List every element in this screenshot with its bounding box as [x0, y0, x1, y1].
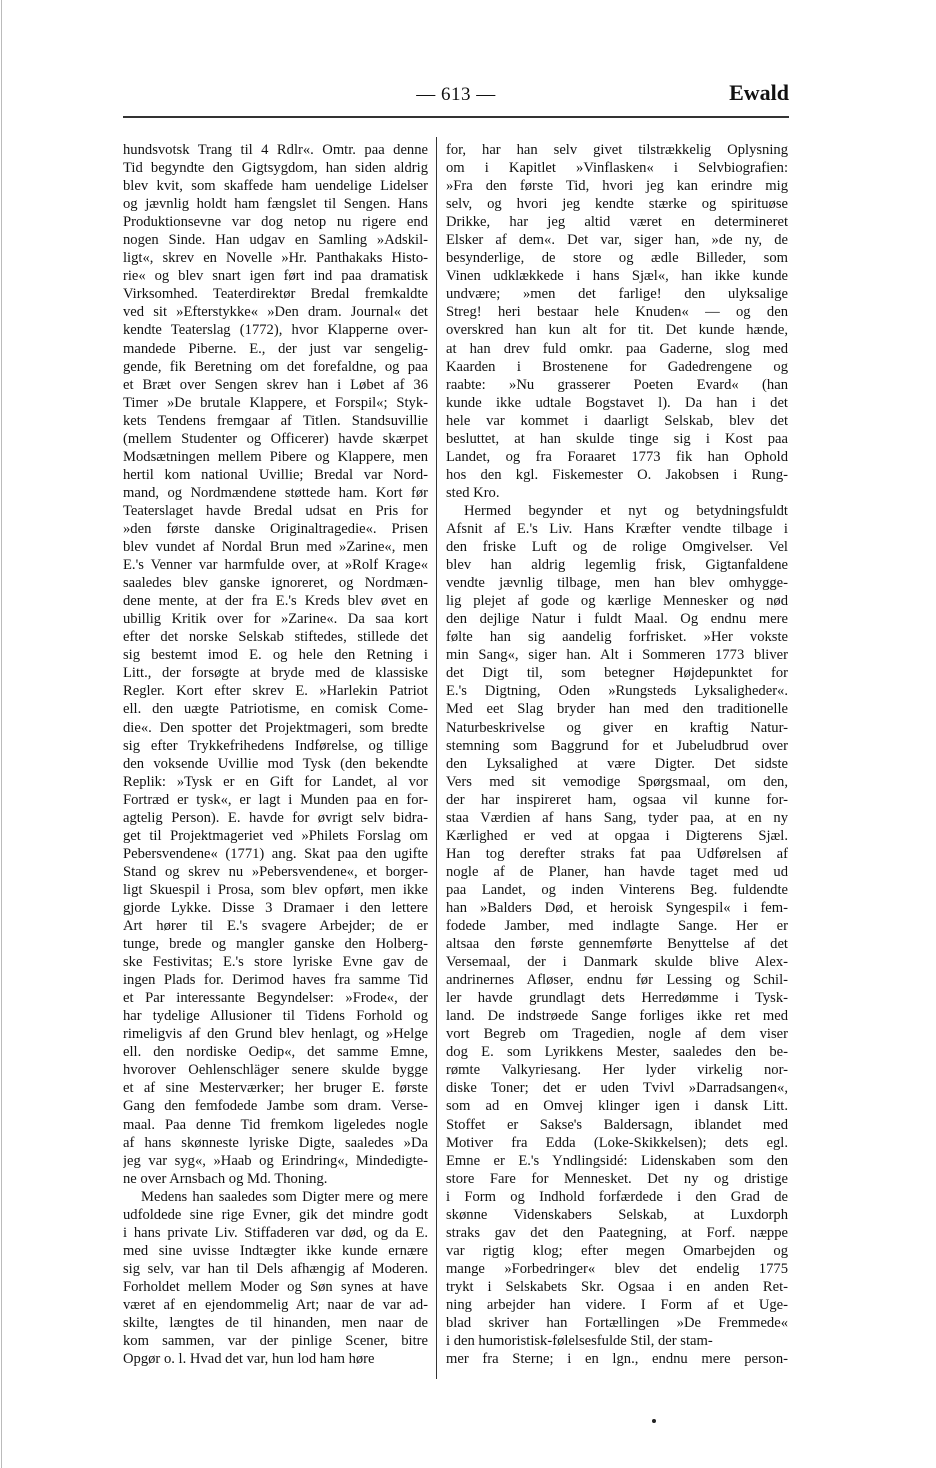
text-line: hertil kom national Uvillie; Bredal var Nord- — [123, 466, 428, 483]
text-line: agtelig Person). E. havde for øvrigt selv bidra- — [123, 809, 428, 826]
text-line: staa Værdien af hans Sang, tyder paa, at en ny — [446, 809, 788, 826]
text-line: i Form og Indhold forfærdede i den Grad de — [446, 1188, 788, 1205]
text-line: gende, fik Beretning om det forefaldne, og paa — [123, 358, 428, 375]
text-line: dog E. som Lyrikkens Mester, saaledes den be- — [446, 1044, 788, 1061]
text-line: Replik: »Tysk er en Gift for Landet, al vor — [123, 773, 428, 790]
text-line: mange »Forbedringer« blev det endelig 1775 — [446, 1260, 788, 1277]
text-line: hos den kgl. Fiskemester O. Jakobsen i Rung- — [446, 466, 788, 483]
text-line: vort Begreb om Tragedien, nogle af dem viser — [446, 1026, 788, 1043]
text-line: overskred han kun alt for tit. Det kunde hænde, — [446, 322, 788, 339]
text-line: Virksomhed. Teaterdirektør Bredal fremkaldte — [123, 286, 428, 303]
text-line: kets Tendens fremgaar af Titlen. Standsuvillie — [123, 412, 428, 429]
text-line: land. De indstrøede Sange forliges ikke ret med — [446, 1008, 788, 1025]
text-line: ne over Arnsbach og Md. Thoning. — [123, 1170, 328, 1187]
text-line: har tydelige Allusioner til Tidens Forhold og — [123, 1008, 428, 1025]
left-column — [123, 141, 428, 1368]
text-line: det Digt til, som betegner Højdepunktet for — [446, 665, 788, 682]
text-line: følte han sig aandelig forfrisket. »Her vokste — [446, 629, 788, 646]
text-line: Pebersvendene« (1771) ang. Skat paa den ugifte — [123, 845, 428, 862]
text-line: Stand og skrev nu »Pebersvendene«, et borger- — [123, 863, 428, 880]
text-line: Elsker af dem«. Det var, siger han, »de ny, de — [446, 232, 788, 249]
text-line: Drikke, har jeg altid været en determineret — [446, 214, 788, 231]
text-line: besynderlige, de store og ædle Billeder, som — [446, 250, 788, 267]
text-line: et af sine Mesterværker; her bruger E. første — [123, 1080, 428, 1097]
text-line: i hans private Liv. Stiffaderen var død, og da E. — [123, 1224, 428, 1241]
text-line: kendte Teaterslag (1772), hvor Klapperne over- — [123, 322, 428, 339]
text-line: nogen Sinde. Han udgav en Samling »Adskil- — [123, 232, 428, 249]
text-line: den dejlige Natur i fuldt Maal. Og endnu mere — [446, 611, 788, 628]
text-line: et Bræt over Sengen skrev han i Løbet af 36 — [123, 376, 428, 393]
text-line: Han tog derefter straks fat paa Udførelsen af — [446, 845, 788, 862]
text-line: tunge, brede og mangler ganske den Holberg- — [123, 936, 428, 953]
text-line: Vinen udklækkede i hans Sjæl«, han ikke kunde — [446, 268, 788, 285]
text-line: kom sammen, var der pinlige Scener, bitre — [123, 1333, 428, 1350]
text-line: rimeligvis af den Grund blev henlagt, og »Helge — [123, 1026, 428, 1043]
text-line: Vers med sit vemodige Spørgsmaal, om den, — [446, 773, 788, 790]
text-line: Gang den femfodede Jambe som dram. Verse- — [123, 1098, 428, 1115]
text-line: Hermed begynder et nyt og betydningsfuldt — [464, 502, 788, 519]
text-line: Produktionsevne var dog netop nu rigere end — [123, 214, 428, 231]
text-line: saaledes blev ganske ignoreret, og Nordmæn- — [123, 575, 428, 592]
text-line: fodede Jamber, med indlagte Sange. Her er — [446, 918, 788, 935]
text-line: Naturbeskrivelse og giver en kraftig Natur- — [446, 719, 788, 736]
text-line: Medens han saaledes som Digter mere og mere — [141, 1188, 428, 1205]
text-line: den friske Luft og de rolige Omgivelser. Vel — [446, 539, 788, 556]
text-line: Kærlighed er ved at opgaa i Digterens Sjæl. — [446, 827, 788, 844]
text-line: Forholdet mellem Moder og Søn synes at have — [123, 1278, 428, 1295]
text-line: gjorde Lykke. Disse 3 Dramaer i den lettere — [123, 899, 428, 916]
text-line: blev vundet af Nordal Brun med »Zarine«, men — [123, 539, 428, 556]
right-column — [446, 141, 788, 1368]
text-line: mandede Piberne. E., der just var sengelig- — [123, 340, 428, 357]
text-line: sted Kro. — [446, 484, 500, 501]
text-line: han »Balders Død, et heroisk Syngespil« i fem- — [446, 899, 788, 916]
text-line: ske Festivitas; E.'s store lyriske Evne gav de — [123, 954, 428, 971]
text-line: ell. den uægte Patriotisme, en comisk Come- — [123, 701, 428, 718]
text-line: om i Kapitlet »Vinflasken« i Selvbiografien: — [446, 160, 788, 177]
stray-mark — [652, 1419, 656, 1423]
running-head: Ewald — [729, 80, 789, 105]
text-line: get til Projektmageriet ved »Philets Forslag om — [123, 827, 428, 844]
text-line: Motiver fra Edda (Loke-Skikkelsen); dets egl. — [446, 1134, 788, 1151]
text-line: som ad en Omvej klinger igen i dansk Litt. — [446, 1098, 788, 1115]
text-line: Versemaal, der i Danmark skulde blive Alex- — [446, 954, 788, 971]
text-line: vendte jævnlig tilbage, men han blev omhygge- — [446, 575, 788, 592]
text-line: at han drev fuld omkr. paa Gaderne, slog med — [446, 340, 788, 357]
text-line: der har inspireret ham, ogsaa vil kunne for- — [446, 791, 788, 808]
text-line: ligt«, skrev en Novelle »Hr. Panthakaks Histo- — [123, 250, 428, 267]
text-line: ved sit »Efterstykke« »Den dram. Journal« det — [123, 304, 428, 321]
text-line: die«. Den spotter det Projektmageri, som bredte — [123, 719, 428, 736]
header-rule — [123, 116, 789, 118]
text-line: store Fare for Mennesket. Det ny og dristige — [446, 1170, 788, 1187]
text-line: Art hører til E.'s svagere Arbejder; de er — [123, 918, 428, 935]
text-line: straks gav det den Paategning, at Forf. næppe — [446, 1224, 788, 1241]
text-line: udfoldede sine rige Evner, gik det mindre godt — [123, 1206, 428, 1223]
text-line: Regler. Kort efter skrev E. »Harlekin Patriot — [123, 683, 428, 700]
text-line: ell. den nordiske Oedip«, det samme Emne, — [123, 1044, 428, 1061]
text-line: »den første danske Originaltragedie«. Prisen — [123, 520, 428, 537]
text-line: mer fra Sterne; i en lgn., endnu mere person- — [446, 1351, 788, 1368]
text-line: E.'s Digtning, Oden »Rungsteds Lyksaligheder«. — [446, 683, 788, 700]
text-line: skønne Videnskabers Selskab, at Luxdorph — [446, 1206, 788, 1223]
text-line: diske Toner; det er uden Tvivl »Darradsangen«, — [446, 1080, 788, 1097]
text-line: Litt., der forsøgte at bryde med de klassiske — [123, 665, 428, 682]
text-line: E.'s Venner var harmfulde over, at »Rolf Krage« — [123, 557, 428, 574]
text-line: Teaterslaget havde Bredal udsat en Pris for — [123, 502, 428, 519]
text-line: sig selv, var han til Dels afhængig af Moderen. — [123, 1260, 428, 1277]
text-line: hele var kommet i daarligt Selskab, blev det — [446, 412, 788, 429]
text-line: den voksende Uvillie mod Tysk (den bekendte — [123, 755, 428, 772]
text-line: ingen Plads for. Derimod haves fra samme Tid — [123, 972, 428, 989]
text-line: altsaa den første gennemførte Benyttelse af det — [446, 936, 788, 953]
text-line: blev kvit, som skaffede ham uendelige Lidelser — [123, 178, 428, 195]
text-line: og jævnlig holdt ham fængslet til Sengen. Hans — [123, 196, 428, 213]
text-line: et Par interessante Begyndelser: »Frode«, der — [123, 990, 428, 1007]
text-line: hundsvotsk Trang til 4 Rdlr«. Omtr. paa denne — [123, 142, 428, 158]
text-line: sig bestemt imod E. og hele den Retning i — [123, 647, 428, 664]
text-line: »Fra den første Tid, hvori jeg kan erindre mig — [446, 178, 788, 195]
text-line: nogle af de Planer, han havde taget med ud — [446, 863, 788, 880]
text-line: efter det norske Selskab stiftedes, stillede det — [123, 629, 428, 646]
text-line: Landet, og fra Foraaret 1773 fik han Ophold — [446, 448, 788, 465]
text-line: været af en ejendommelig Art; naar de var ad- — [123, 1297, 428, 1313]
text-line: ning arbejder han videre. I Form af et Uge- — [446, 1297, 788, 1313]
text-line: paa Landet, og inden Vinterens Beg. fuldendte — [446, 881, 788, 898]
text-line: skilte, længtes de til hinanden, men naar de — [123, 1315, 428, 1332]
text-line: selv, og hvori jeg kendte stærke og spirituøse — [446, 196, 788, 213]
text-line: Kaarden i Brostenene for Gadedrengene og — [446, 358, 788, 375]
text-line: blad skriver han Fortællingen »De Fremmede« — [446, 1315, 788, 1332]
text-line: besluttet, at han skulde tinge sig i Kost paa — [446, 430, 788, 447]
text-line: for, har han selv givet tilstrækkelig Oplysning — [446, 142, 788, 158]
text-line: trykt i Selskabets Skr. Ogsaa i en anden Ret- — [446, 1278, 788, 1295]
text-line: var rigtig klog; efter megen Omarbejden og — [446, 1242, 788, 1259]
text-line: lig plejet af gode og kærlige Mennesker og nød — [446, 593, 788, 610]
text-line: andrinernes Afløser, endnu før Lessing og Schil- — [446, 972, 788, 989]
text-line: af hans skønneste lyriske Digte, saaledes »Da — [123, 1134, 428, 1151]
text-line: stemning som Baggrund for et Jubeludbrud over — [446, 737, 788, 754]
text-line: i den humoristisk-følelsesfulde Stil, der stam- — [446, 1333, 713, 1350]
text-line: Modsætningen mellem Pibere og Klappere, men — [123, 448, 428, 465]
text-line: den Lyksalighed at være Digter. Det sidste — [446, 755, 788, 772]
column-divider — [436, 137, 437, 1379]
text-line: raabte: »Nu grasserer Poeten Evard« (han — [446, 376, 788, 393]
text-line: ligt Skuespil i Prosa, som blev opført, men ikke — [123, 881, 428, 898]
text-line: Tid begyndte den Gigtsygdom, han siden aldrig — [123, 160, 428, 177]
text-line: Stoffet er Sakse's Baldersagn, iblandet med — [446, 1116, 788, 1133]
text-line: dene mente, at der fra E.'s Kreds blev øvet en — [123, 593, 428, 610]
scan-border — [1, 0, 2, 1468]
text-line: Fortræd er tysk«, er lagt i Munden paa en for- — [123, 791, 428, 808]
page-number: — 613 — — [416, 84, 496, 105]
text-line: (mellem Studenter og Officerer) havde skærpet — [123, 430, 428, 447]
text-line: Med eet Slag bryder han med den traditionelle — [446, 701, 788, 718]
text-line: rømte Valkyriesang. Her lyder virkelig nor- — [446, 1062, 788, 1079]
text-line: ubillig Kritik over for »Zarine«. Da saa kort — [123, 611, 428, 628]
text-line: med sine uvisse Indtægter ikke kunde ernære — [123, 1242, 428, 1259]
text-line: Timer »De brutale Klappere, et Forspil«; Styk- — [123, 394, 428, 411]
text-line: kunde ikke udtale Bogstavet l). Da han i det — [446, 394, 788, 411]
page-header — [123, 80, 789, 110]
text-line: mand, og Nordmændene støttede ham. Kort før — [123, 484, 428, 501]
text-line: rie« og blev snart igen ført ind paa dramatisk — [123, 268, 428, 285]
text-line: Opgør o. l. Hvad det var, hun lod ham høre — [123, 1351, 375, 1368]
text-line: blev han aldrig legemlig frisk, Gigtanfaldene — [446, 557, 788, 574]
text-line: ler havde grundlagt dets Herredømme i Tysk- — [446, 990, 788, 1007]
text-line: Streg! heri bestaar hele Knuden« — og den — [446, 304, 788, 321]
text-line: hvorover Oehlenschläger senere skulde bygge — [123, 1062, 428, 1079]
text-line: jeg var syg«, »Haab og Erindring«, Mindedigte- — [123, 1152, 428, 1169]
text-line: min Sang«, siger han. Alt i Sommeren 1773 bliver — [446, 647, 788, 664]
text-line: Emne er E.'s Yndlingsidé: Lidenskaben som den — [446, 1152, 788, 1169]
text-line: Afsnit af E.'s Liv. Hans Kræfter vendte tilbage i — [446, 520, 788, 537]
text-line: maal. Paa denne Tid fremkom ligeledes nogle — [123, 1116, 428, 1133]
text-line: sig efter Trykkefrihedens Indførelse, og tillige — [123, 737, 428, 754]
text-line: undvære; »men det farlige! den ulyksalige — [446, 286, 788, 303]
